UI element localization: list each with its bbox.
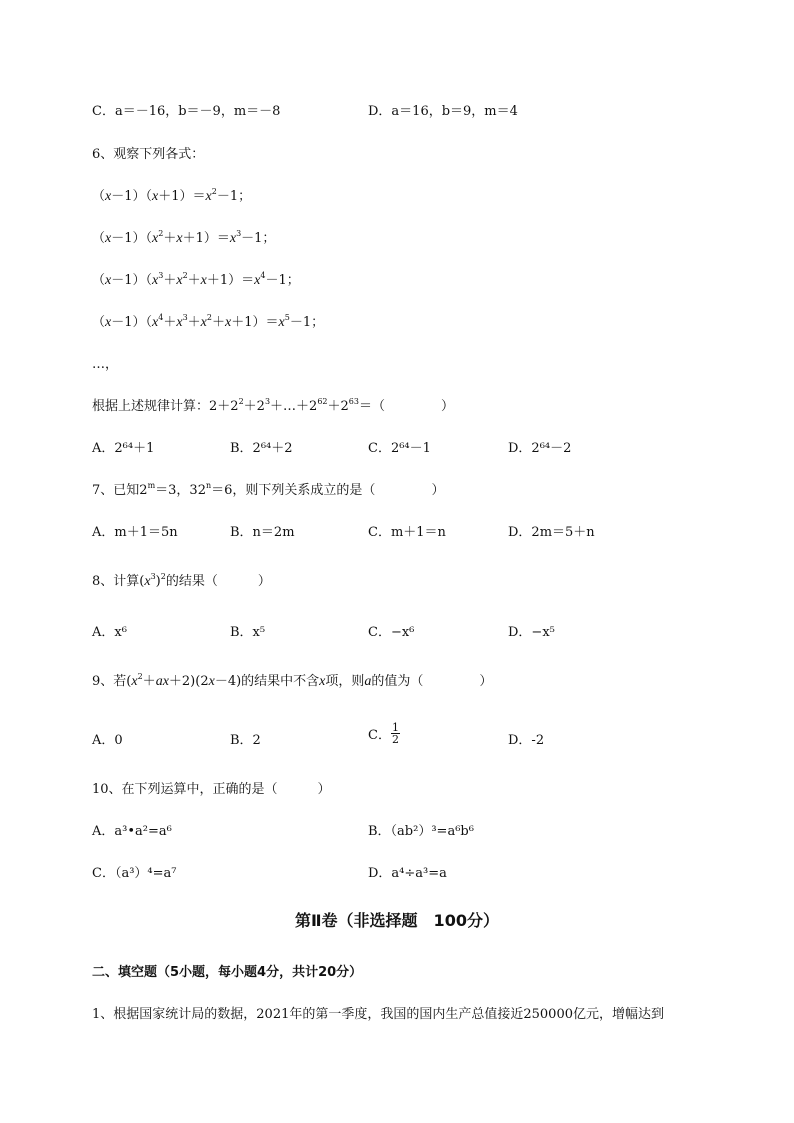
q6-option-c: C．2⁶⁴－1 [368,441,431,456]
fraction-one-half: $\frac{1}{2}$ [391,721,399,746]
q6-formula-1: $(x-1)(x+1)=x^2-1$； [92,187,252,204]
q10-option-a: A．a³•a²=a⁶ [92,824,172,839]
q10-stem: 10、在下列运算中，正确的是（ ） [92,782,331,797]
q8-option-a: A．x⁶ [92,625,127,640]
q6-formula-2: $(x-1)(x^2+x+1)=x^3-1$； [92,229,276,246]
q6-ellipsis: …， [92,357,119,372]
q10-option-c: C．（a³）⁴=a⁷ [92,866,177,881]
q9-stem: 9、若$(x^2+ax+2)(2x-4)$的结果中不含x项，则a的值为（ ） [92,672,493,689]
q7-stem: 7、已知$2^m=3$，$32^n=6$，则下列关系成立的是（ ） [92,481,445,498]
q7-option-c: C．m＋1＝n [368,525,446,540]
q9-option-c: C． $\frac{1}{2}$ [368,721,399,746]
q7-option-d: D．2m＝5＋n [508,525,595,540]
part2-title: 第Ⅱ卷（非选择题 100分） [295,911,499,930]
q8-option-d: D．−x⁵ [508,625,555,640]
q9-option-a: A．0 [92,733,123,748]
q8-option-c: C．−x⁶ [368,625,415,640]
q6-question: 根据上述规律计算：$2+2^2+2^3+\dots+2^{62}+2^{63}=$（ ） [92,397,454,414]
fill-q1-text: 1、根据国家统计局的数据，2021年的第一季度，我国的国内生产总值接近250000亿元，增幅达到 [92,1007,664,1022]
q6-option-d: D．2⁶⁴－2 [508,441,572,456]
q8-option-b: B．x⁵ [230,625,266,640]
q6-formula-4: $(x-1)(x^4+x^3+x^2+x+1)=x^5-1$； [92,313,325,330]
q9-option-b: B．2 [230,733,261,748]
q10-option-b: B．（ab²）³=a⁶b⁶ [368,824,474,839]
q5-option-d: D．a＝16，b＝9，m＝4 [368,104,518,119]
q6-stem: 6、观察下列各式： [92,147,205,162]
q6-option-a: A．2⁶⁴＋1 [92,441,155,456]
q5-option-c: C．a＝－16，b＝－9，m＝－8 [92,104,281,119]
q6-option-b: B．2⁶⁴＋2 [230,441,293,456]
q9-option-d: D．-2 [508,733,545,748]
fill-in-section-title: 二、填空题（5小题，每小题4分，共计20分） [92,965,363,980]
q10-option-d: D．a⁴÷a³=a [368,866,447,881]
q7-option-b: B．n＝2m [230,525,295,540]
q6-formula-3: $(x-1)(x^3+x^2+x+1)=x^4-1$； [92,271,300,288]
q7-option-a: A．m＋1＝5n [92,525,178,540]
q8-stem: 8、计算$(x^3)^2$的结果（ ） [92,572,271,589]
